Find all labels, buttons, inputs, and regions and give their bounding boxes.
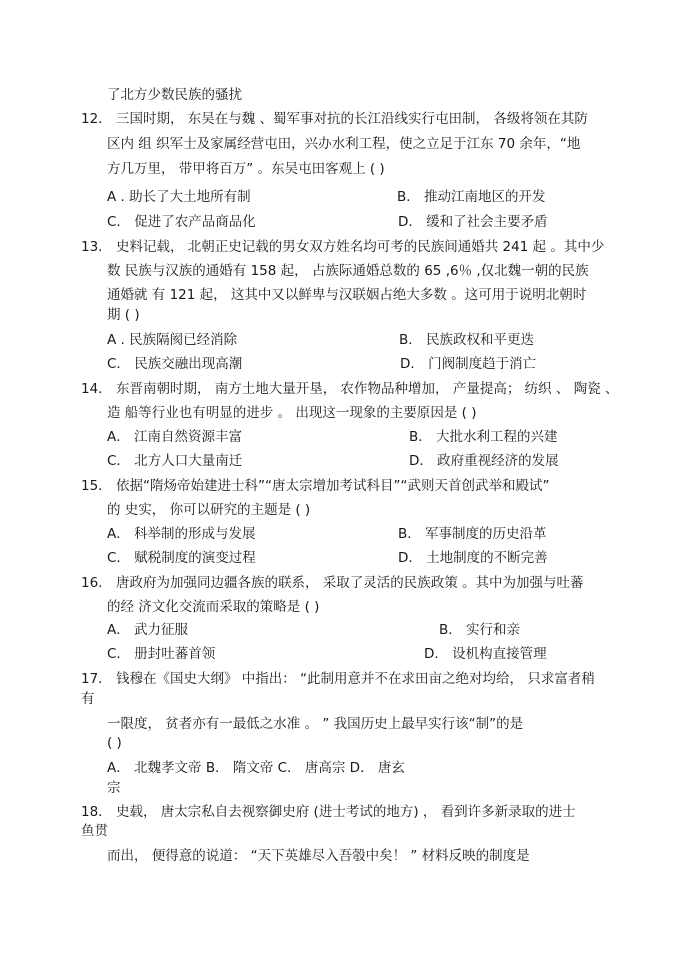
q13-stem-line2: 数 民族与汉族的通婚有 158 起， 占族际通婚总数的 65 ,6％ ,仅北魏一朝的民族 <box>107 263 589 279</box>
q12-stem-line2: 区内 组 织军士及家属经营屯田，兴办水利工程，使之立足于江东 70 余年，“地 <box>107 136 581 152</box>
q18-stem-line1-wrap: 鱼贯 <box>81 823 108 839</box>
q12-stem-line3: 方几万里， 带甲将百万” 。东吴屯田客观上 ( ) <box>107 161 385 177</box>
q15-option-d[interactable]: D． 土地制度的不断完善 <box>398 550 548 566</box>
q15-option-c[interactable]: C． 赋税制度的演变过程 <box>107 550 256 566</box>
q17-options-wrap: 宗 <box>107 780 121 796</box>
q14-option-b[interactable]: B． 大批水利工程的兴建 <box>409 429 558 445</box>
q12-option-b[interactable]: B． 推动江南地区的开发 <box>397 189 546 205</box>
q18-stem-line1: 18． 史载， 唐太宗私自去视察御史府 (进士考试的地方) ， 看到许多新录取的进士 <box>81 804 576 820</box>
q18-stem-line2: 而出， 便得意的说道： “天下英雄尽入吾彀中矣！ ” 材料反映的制度是 <box>107 848 530 864</box>
q15-option-b[interactable]: B． 军事制度的历史沿革 <box>398 526 547 542</box>
q17-options[interactable]: A． 北魏孝文帝 B． 隋文帝 C． 唐高宗 D． 唐玄 <box>107 760 405 776</box>
q13-option-d[interactable]: D． 门阀制度趋于消亡 <box>400 356 537 372</box>
q15-stem-line1: 15． 依据“隋炀帝始建进士科”“唐太宗增加考试科目”“武则天首创武举和殿试” <box>81 478 550 494</box>
q14-option-d[interactable]: D． 政府重视经济的发展 <box>409 453 559 469</box>
q17-stem-line3: ( ) <box>107 735 122 751</box>
q14-stem-line2: 造 船等行业也有明显的进步 。 出现这一现象的主要原因是 ( ) <box>107 405 477 421</box>
q13-option-c[interactable]: C． 民族交融出现高潮 <box>107 356 243 372</box>
q16-option-c[interactable]: C． 册封吐蕃首领 <box>107 646 216 662</box>
q14-option-c[interactable]: C． 北方人口大量南迁 <box>107 453 243 469</box>
q17-stem-line1: 17． 钱穆在《国史大纲》 中指出： “此制用意并不在求田亩之绝对均给， 只求富者稍 <box>81 671 595 687</box>
q13-option-a[interactable]: A . 民族隔阂已经消除 <box>107 332 238 348</box>
q12-option-c[interactable]: C． 促进了农产品商品化 <box>107 214 256 230</box>
q16-stem-line1: 16． 唐政府为加强同边疆各族的联系， 采取了灵活的民族政策 。其中为加强与吐蕃 <box>81 575 584 591</box>
q16-option-d[interactable]: D． 设机构直接管理 <box>424 646 547 662</box>
q13-stem-line1: 13． 史料记载， 北朝正史记载的男女双方姓名均可考的民族间通婚共 241 起 。其中少 <box>81 239 605 255</box>
q12-stem-line1: 12． 三国时期， 东吴在与魏 、蜀军事对抗的长江沿线实行屯田制， 各级将领在其防 <box>81 111 588 127</box>
q13-stem-line4: 期 ( ) <box>107 307 140 323</box>
q13-stem-line3: 通婚就 有 121 起， 这其中又以鲜卑与汉联姻占绝大多数 。这可用于说明北朝时 <box>107 287 587 303</box>
q12-option-d[interactable]: D． 缓和了社会主要矛盾 <box>398 214 548 230</box>
q16-option-b[interactable]: B． 实行和亲 <box>439 622 521 638</box>
q17-stem-line2: 一限度， 贫者亦有一最低之水准 。 ” 我国历史上最早实行该“制”的是 <box>107 716 524 732</box>
q14-stem-line1: 14． 东晋南朝时期， 南方土地大量开垦， 农作物品种增加， 产量提高； 纺织 、 陶瓷 、 <box>81 381 619 397</box>
q16-option-a[interactable]: A． 武力征服 <box>107 622 189 638</box>
q17-stem-line1-wrap: 有 <box>81 691 95 707</box>
q14-option-a[interactable]: A． 江南自然资源丰富 <box>107 429 243 445</box>
q11-continuation: 了北方少数民族的骚扰 <box>107 87 242 103</box>
q15-stem-line2: 的 史实， 你可以研究的主题是 ( ) <box>107 502 311 518</box>
q13-option-b[interactable]: B． 民族政权和平更迭 <box>399 332 535 348</box>
q15-option-a[interactable]: A． 科举制的形成与发展 <box>107 526 256 542</box>
q12-option-a[interactable]: A . 助长了大土地所有制 <box>107 189 251 205</box>
q16-stem-line2: 的经 济文化交流而采取的策略是 ( ) <box>107 599 320 615</box>
